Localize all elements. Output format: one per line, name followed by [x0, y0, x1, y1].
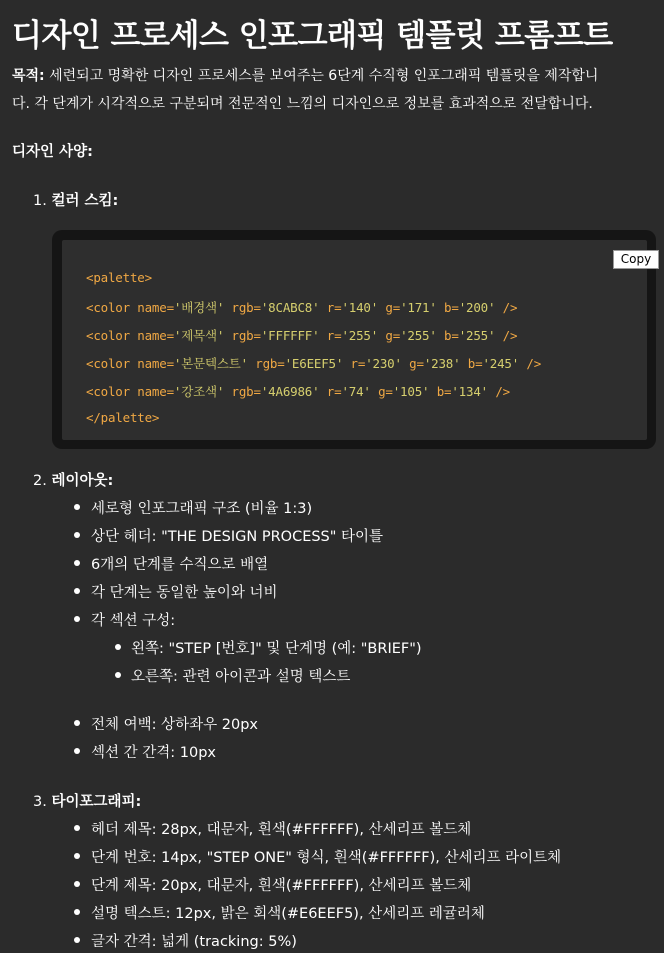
bullet-icon	[74, 560, 80, 566]
purpose-text-line2: 다. 각 단계가 시각적으로 구분되며 전문적인 느낌의 디자인으로 정보를 효과적으로 전달합니다.	[12, 96, 593, 112]
code-line-palette-open: <palette>	[86, 270, 152, 285]
code-line-color: <color name='배경색' rgb='8CABC8' r='140' g='171' b='200' />	[86, 300, 518, 315]
list-item: 단계 제목: 20px, 대문자, 흰색(#FFFFFF), 산세리프 볼드체	[91, 874, 471, 895]
purpose-paragraph	[12, 62, 652, 118]
code-line-color: <color name='제목색' rgb='FFFFFF' r='255' g='255' b='255' />	[86, 328, 518, 343]
bullet-icon	[74, 532, 80, 538]
list-item: 단계 번호: 14px, "STEP ONE" 형식, 흰색(#FFFFFF), 산세리프 라이트체	[91, 846, 561, 867]
bullet-icon	[74, 616, 80, 622]
code-line-color: <color name='본문텍스트' rgb='E6EEF5' r='230' g='238' b='245' />	[86, 356, 542, 371]
section-number: 2.	[33, 473, 47, 489]
list-item: 전체 여백: 상하좌우 20px	[91, 713, 258, 734]
list-item: 각 섹션 구성:	[91, 609, 175, 630]
list-item: 글자 간격: 넓게 (tracking: 5%)	[91, 930, 297, 951]
list-item: 섹션 간 간격: 10px	[91, 741, 216, 762]
list-item: 상단 헤더: "THE DESIGN PROCESS" 타이틀	[91, 525, 383, 546]
bullet-icon	[74, 909, 80, 915]
code-block	[52, 230, 656, 449]
list-item: 각 단계는 동일한 높이와 너비	[91, 581, 278, 602]
page-title: 디자인 프로세스 인포그래픽 템플릿 프롬프트	[12, 18, 613, 54]
bullet-icon	[74, 720, 80, 726]
bullet-icon	[74, 825, 80, 831]
list-item: 설명 텍스트: 12px, 밝은 회색(#E6EEF5), 산세리프 레귤러체	[91, 902, 485, 923]
purpose-text-line1: 세련되고 명확한 디자인 프로세스를 보여주는 6단계 수직형 인포그래픽 템플릿을 제작합니	[44, 68, 599, 84]
bullet-icon	[74, 937, 80, 943]
purpose-label: 목적:	[12, 68, 45, 84]
section-label: 컬러 스킴:	[51, 193, 119, 209]
list-item: 6개의 단계를 수직으로 배열	[91, 553, 268, 574]
sub-list-item: 왼쪽: "STEP [번호]" 및 단계명 (예: "BRIEF")	[131, 637, 422, 658]
section-label: 레이아웃:	[51, 473, 114, 489]
bullet-icon	[74, 881, 80, 887]
bullet-icon	[115, 644, 121, 650]
code-line-palette-close: </palette>	[86, 410, 160, 425]
copy-button[interactable]: Copy	[613, 250, 659, 269]
code-content	[62, 240, 652, 440]
spec-heading: 디자인 사양:	[12, 144, 93, 160]
section-number: 1.	[33, 193, 47, 209]
section-heading-typography	[33, 790, 141, 811]
section-number: 3.	[33, 794, 47, 810]
list-item: 헤더 제목: 28px, 대문자, 흰색(#FFFFFF), 산세리프 볼드체	[91, 818, 471, 839]
sub-list-item: 오른쪽: 관련 아이콘과 설명 텍스트	[131, 665, 350, 686]
bullet-icon	[74, 588, 80, 594]
section-heading-color-scheme	[33, 189, 118, 210]
section-label: 타이포그래피:	[51, 794, 142, 810]
code-line-color: <color name='강조색' rgb='4A6986' r='74' g='105' b='134' />	[86, 384, 510, 399]
bullet-icon	[74, 504, 80, 510]
section-heading-layout	[33, 469, 113, 490]
bullet-icon	[74, 853, 80, 859]
list-item: 세로형 인포그래픽 구조 (비율 1:3)	[91, 497, 312, 518]
bullet-icon	[74, 748, 80, 754]
bullet-icon	[115, 672, 121, 678]
